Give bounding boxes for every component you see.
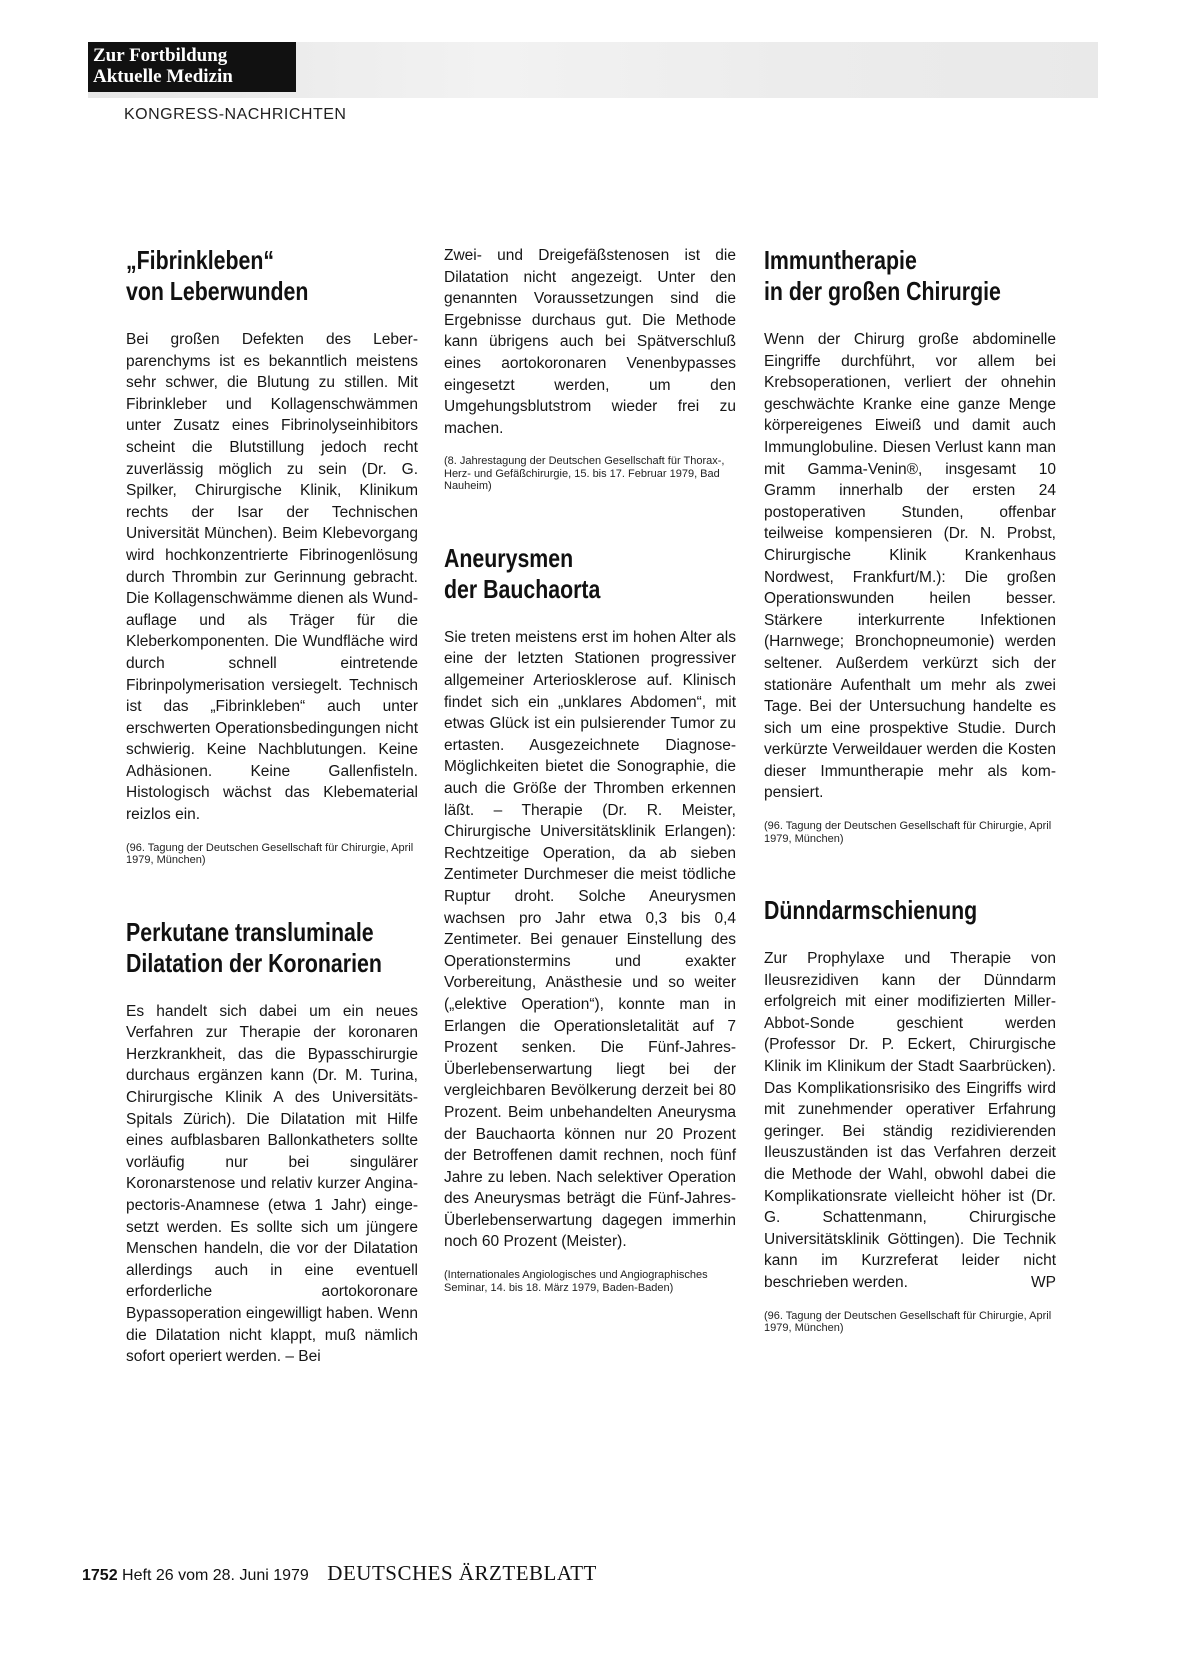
- article-body: Bei großen Defekten des Leberparenchyms ist es bekanntlich meistens sehr schwer, die Blutung zu stillen. Mit Fibrinkleber und Kollagenschwämmen unter Zusatz eines Fibrinolyseinhibitors scheint die Blutstillung jedoch recht zuverlässig möglich zu sein (Dr. G. Spilker, Chirurgische Klinik, Klinikum rechts der Isar der Technischen Universität München). Beim Klebevorgang wird hochkonzentrierte Fibrinogenlösung durch Thrombin zur Gerinnung gebracht. Die Kollagenschwämme dienen als Wundauflage und als Träger für die Kleberkomponenten. Die Wundfläche wird durch schnell eintretende Fibrinpolymerisation versiegelt. Technisch ist das „Fibrinkleben“ auch unter erschwerten Operationsbedingungen nicht schwierig. Keine Nachblutungen. Keine Adhäsionen. Keine Gallenfisteln. Histologisch wächst das Klebematerial reizlos ein.: [126, 331, 418, 824]
- title-line-2: von Leberwunden: [126, 276, 309, 306]
- article-title: [126, 245, 365, 307]
- title-line-2: der Bauchaorta: [444, 573, 601, 604]
- title-line-1: Aneurysmen: [444, 542, 574, 573]
- category-heading: KONGRESS-NACHRICHTEN: [124, 106, 347, 123]
- article-source: (8. Jahrestagung der Deutschen Gesellschaft für Thorax-, Herz- und Gefäßchirurgie, 15. bis 17. Februar 1979, Bad Nauheim): [444, 455, 725, 493]
- title-line-2: Dilatation der Koronarien: [126, 947, 382, 978]
- column-2: [444, 245, 736, 1294]
- article-body-continued: Zwei- und Dreigefäßstenosen ist die Dilatation nicht angezeigt. Unter den genannten Voraussetzungen sind die Ergebnisse durchaus gut. Die Methode kann übrigens auch bei Spätverschluß eines aortokoronaren Venenbypasses eingesetzt werden, um den Umgehungsblutstrom wieder frei zu machen.: [444, 247, 736, 437]
- article-body: Es handelt sich dabei um ein neues Verfahren zur Therapie der koronaren Herzkrankheit, das die Bypasschirurgie durchaus ergänzen kann (Dr. M. Turina, Chirurgische Klinik A des Universitäts-Spitals Zürich). Die Dilatation mit Hilfe eines aufblasbaren Ballonkatheters sollte vorläufig nur bei singulärer Koronarstenose und relativ kurzer Angina-pectoris-Anamnese (etwa 1 Jahr) eingesetzt werden. Es sollte sich um jüngere Menschen handeln, die vor der Dilatation allerdings auch in eine eventuell erforderliche aortokoronare Bypassoperation eingewilligt haben. Wenn die Dilatation nicht klappt, muß nämlich sofort operiert werden. – Bei: [126, 1002, 418, 1366]
- section-label-box: [88, 42, 296, 92]
- article-body-text: Zur Prophylaxe und Therapie von Ileusrezidiven kann der Dünndarm erfolgreich mit einer modifizierten Miller-Abbot-Sonde geschient werden (Professor Dr. P. Eckert, Chirurgische Klinik im Klinikum der Stadt Saarbrücken). Das Komplikationsrisiko des Eingriffs wird mit zunehmender operativer Erfahrung geringer. Bei ständig rezidivierenden Ileuszuständen ist das Verfahren derzeit die Methode der Wahl, obwohl dabei die Komplikationsrate vielleicht höher ist (Dr. G. Schattenmann, Chirurgische Universitätsklinik Göttingen). Die Technik kann im Kurzreferat leider nicht beschrieben werden.: [764, 950, 1056, 1291]
- title-line-1: „Fibrinkleben“: [126, 245, 275, 275]
- article-source: (96. Tagung der Deutschen Gesellschaft für Chirurgie, April 1979, München): [126, 841, 414, 867]
- article-aneurysmen: [444, 543, 736, 1294]
- page-footer: [82, 1561, 597, 1586]
- section-label-line2: Aktuelle Medizin: [93, 66, 233, 87]
- column-1: [126, 245, 418, 1368]
- column-3: [764, 245, 1056, 1335]
- article-source: (Internationales Angiologisches und Angiographisches Seminar, 14. bis 18. März 1979, Baden-Baden): [444, 1269, 708, 1294]
- article-title: Dünndarmschienung: [764, 895, 978, 926]
- author-signature: WP: [1031, 1273, 1056, 1291]
- title-line-2: in der großen Chirurgie: [764, 276, 1001, 306]
- article-title: [764, 245, 1003, 307]
- issue-info: Heft 26 vom 28. Juni 1979: [122, 1567, 309, 1584]
- article-body: Sie treten meistens erst im hohen Alter als eine der letzten Stationen progressiver allgemeiner Arteriosklerose auf. Klinisch findet sich ein „unklares Abdomen“, mit etwas Glück ist ein pulsierender Tumor zu ertasten. Ausgezeichnete Diagnose-Möglichkeiten bietet die Sonographie, die auch die Größe der Thromben erkennen läßt. – Therapie (Dr. R. Meister, Chirurgische Universitätsklinik Erlangen): Rechtzeitige Operation, da ab sieben Zentimeter Durchmeser die meist tödliche Ruptur droht. Solche Aneurysmen wachsen pro Jahr etwa 0,3 bis 0,4 Zentimeter. Bei genauer Einstellung des Operationstermins und exakter Vorbereitung, Anästhesie und so weiter („elektive Operation“), konnte man in Erlangen die Operationsletalität auf 7 Prozent senken. Die Fünf-Jahres-Überlebenserwartung liegt bei der vergleichbaren Bevölkerung derzeit bei 80 Prozent. Beim unbehandelten Aneurysma der Bauchaorta können nur 20 Prozent der Betroffenen damit rechnen, noch fünf Jahre zu leben. Nach selektiver Operation des Aneurysmas beträgt die Fünf-Jahres-Überlebenserwartung dagegen immerhin noch 60 Prozent (Meister).: [444, 628, 736, 1251]
- article-body: [764, 948, 1056, 1294]
- article-duenndarmschienung: [764, 895, 1056, 1335]
- article-body: Wenn der Chirurg große abdominelle Eingriffe durchführt, vor allem bei Krebsoperationen, verliert der ohnehin geschwächte Kranke eine ganze Menge körpereigenes Eiweiß und damit auch Immunglobuline. Diesen Verlust kann man mit Gamma-Venin®, insgesamt 10 Gramm innerhalb der ersten 24 postoperativen Stunden, offenbar teilweise kompensieren (Dr. N. Probst, Chirurgische Klinik Krankenhaus Nordwest, Frankfurt/M.): Die großen Operationswunden heilen besser. Stärkere interkurrente Infektionen (Harnwege; Bronchopneumonie) werden seltener. Außerdem verkürzt sich der stationäre Aufenthalt um mehr als zwei Tage. Bei der Untersuchung handelte es sich um eine prospektive Studie. Durch verkürzte Verweildauer werden die Kosten dieser Immuntherapie mehr als kompensiert.: [764, 331, 1056, 802]
- article-source: (96. Tagung der Deutschen Gesellschaft für Chirurgie, April 1979, München): [764, 820, 1052, 845]
- article-title: [444, 543, 683, 605]
- article-koronarien: [126, 917, 418, 1368]
- article-source: (96. Tagung der Deutschen Gesellschaft für Chirurgie, April 1979, München): [764, 1309, 1052, 1335]
- title-line-1: Immuntherapie: [764, 245, 917, 275]
- article-fibrinkleben: [126, 245, 418, 867]
- section-label-line1: Zur Fortbildung: [93, 45, 228, 66]
- page-number: 1752: [82, 1567, 118, 1584]
- article-immuntherapie: [764, 245, 1056, 845]
- title-line-1: Perkutane transluminale: [126, 916, 374, 947]
- article-title: [126, 916, 382, 979]
- magazine-name: DEUTSCHES ÄRZTEBLATT: [327, 1561, 597, 1585]
